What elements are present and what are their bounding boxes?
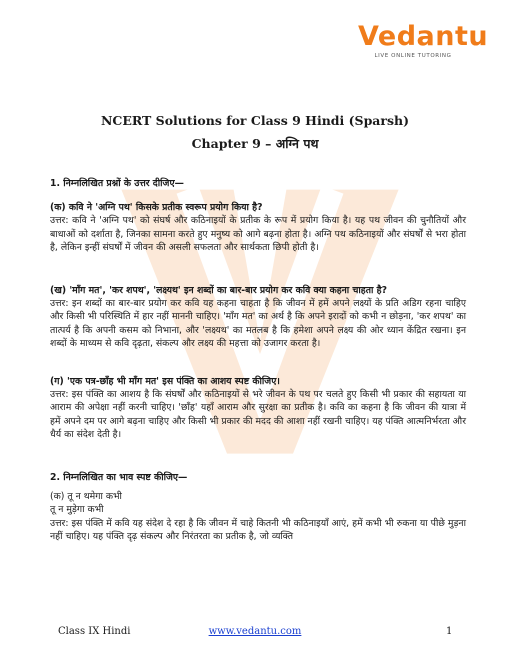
question-line: तू न मुड़ेगा कभी bbox=[50, 504, 104, 516]
logo-wordmark: Vedantu bbox=[358, 21, 489, 52]
vedantu-logo[interactable] bbox=[358, 21, 489, 59]
answer: उत्तर: इस पंक्ति का आशय है कि संघर्षों और कठिनाइयों से भरे जीवन के पथ पर चलते हुए किसी भी प्रकार की सहायता या आराम की अपेक्षा नहीं करनी चाहिए। 'छाँह' यहाँ आराम और सुरक्षा का प्रतीक है। कवि का कहना है कि जीवन की यात्रा में हमें अपने दम पर आगे बढ़ना चाहिए और किसी भी प्रकार की मदद की आशा नहीं रखनी चाहिए। यह पंक्ति आत्मनिर्भरता और धैर्य का संदेश देती है। bbox=[50, 389, 466, 440]
page-number: 1 bbox=[446, 626, 453, 637]
chapter-title: Chapter 9 – अग्नि पथ bbox=[191, 136, 319, 151]
document-body bbox=[50, 177, 466, 543]
logo-tagline: LIVE ONLINE TUTORING bbox=[374, 53, 452, 59]
question: (क) तू न थमेगा कभी bbox=[50, 491, 122, 503]
document-title: NCERT Solutions for Class 9 Hindi (Sparsh) bbox=[100, 113, 410, 128]
section-heading: 1. निम्नलिखित प्रश्नों के उत्तर दीजिए— bbox=[50, 178, 184, 189]
section-heading: 2. निम्नलिखित का भाव स्पष्ट कीजिए— bbox=[50, 472, 188, 484]
footer-class-label: Class IX Hindi bbox=[58, 626, 131, 637]
question: (ग) 'एक पत्र-छाँह भी माँग मत' इस पंक्ति का आशय स्पष्ट कीजिए। bbox=[50, 376, 280, 388]
answer: उत्तर: इन शब्दों का बार-बार प्रयोग कर कवि यह कहना चाहता है कि जीवन में हमें अपने लक्ष्यों के प्रति अडिग रहना चाहिए और किसी भी परिस्थिति में हार नहीं माननी चाहिए। 'माँग मत' का अर्थ है कि अपने इरादों को कभी न छोड़ना, 'कर शपथ' का तात्पर्य है कि अपनी कसम को निभाना, और 'लक्ष्यथ' का मतलब है कि हमेशा अपने लक्ष्य की ओर ध्यान केंद्रित रखना। इन शब्दों के माध्यम से कवि दृढ़ता, संकल्प और लक्ष्य की महत्ता को उजागर करता है। bbox=[50, 298, 466, 349]
footer-website-link[interactable]: www.vedantu.com bbox=[208, 626, 302, 637]
answer: उत्तर: कवि ने 'अग्नि पथ' को संघर्ष और कठिनाइयों के प्रतीक के रूप में प्रयोग किया है। यह पथ जीवन की चुनौतियों और बाधाओं को दर्शाता है, जिनका सामना करते हुए मनुष्य को आगे बढ़ना होता है। अग्नि पथ कठिनाइयों और संघर्षों से भरा होता है, लेकिन इन्हीं संघर्षों में जीवन की असली सफलता और सार्थकता छिपी होती है। bbox=[50, 215, 466, 253]
section-1 bbox=[50, 177, 466, 441]
section-2 bbox=[50, 471, 466, 543]
question: (क) कवि ने 'अग्नि पथ' किसके प्रतीक स्वरूप प्रयोग किया है? bbox=[50, 202, 263, 214]
answer: उत्तर: इस पंक्ति में कवि यह संदेश दे रहा है कि जीवन में चाहे कितनी भी कठिनाइयाँ आएं, हमें कभी भी रुकना या पीछे मुड़ना नहीं चाहिए। यह पंक्ति दृढ़ संकल्प और निरंतरता का प्रतीक है, जो व्यक्ति bbox=[50, 517, 466, 542]
question: (ख) 'माँग मत', 'कर शपथ', 'लक्ष्यथ' इन शब्दों का बार-बार प्रयोग कर कवि क्या कहना चाहता है? bbox=[50, 285, 387, 297]
